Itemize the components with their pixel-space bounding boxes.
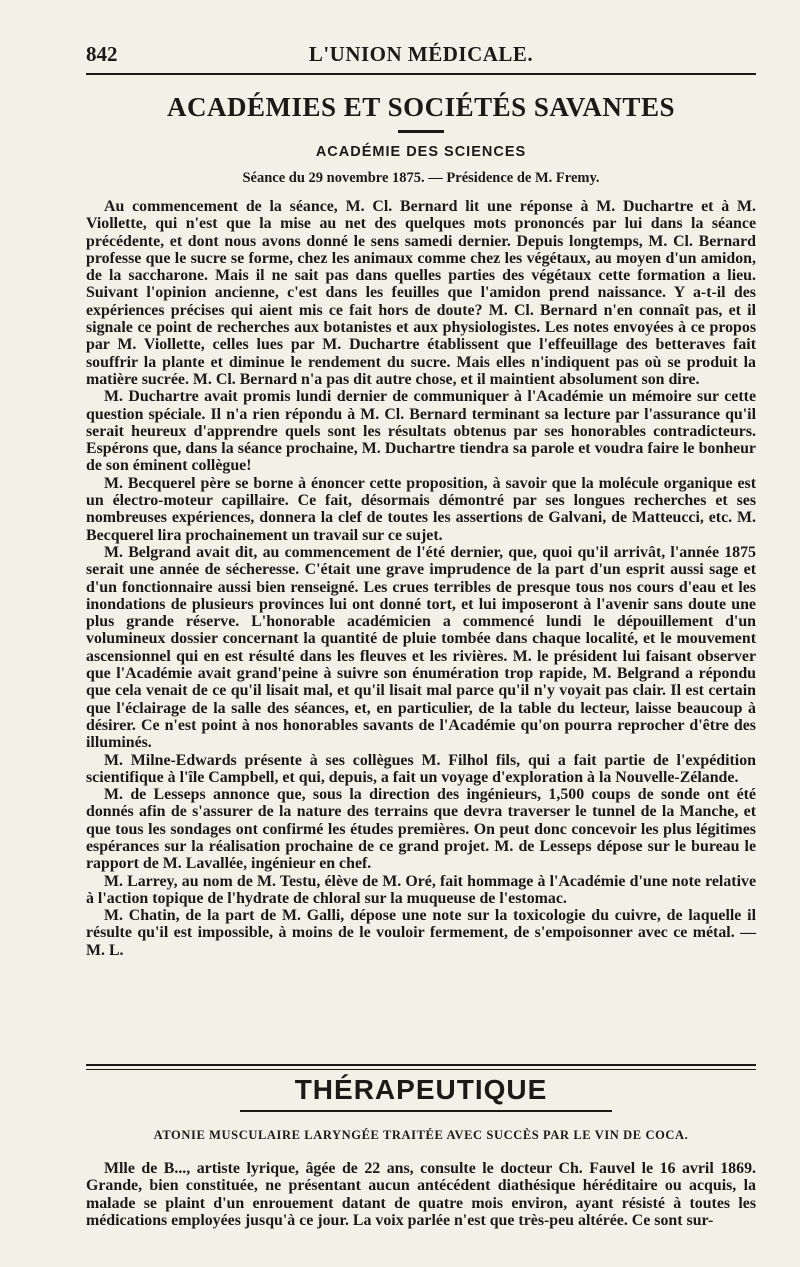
case-report [86, 1160, 756, 1229]
article-title: ATONIE MUSCULAIRE LARYNGÉE TRAITÉE AVEC SUCCÈS PAR LE VIN DE COCA. [153, 1128, 689, 1142]
page-number: 842 [86, 42, 118, 66]
paragraph-8: M. Chatin, de la part de M. Galli, dépose une note sur la toxicologie du cuivre, de laquelle il résulte qu'il est impossible, à moins de le vouloir fermement, de s'empoisonner avec ce métal. — M. L. [86, 907, 756, 959]
article-body [86, 198, 756, 959]
section-subtitle: ACADÉMIE DES SCIENCES [315, 144, 527, 160]
case-paragraph: Mlle de B..., artiste lyrique, âgée de 22 ans, consulte le docteur Ch. Fauvel le 16 avril 1869. Grande, bien constituée, ne présentant aucun antécédent diathésique héréditaire ou acquis, la malade se plaint d'un enrouement datant de quatre mois environ, ayant résisté à toutes les médications employées jusqu'à ce jour. La voix parlée n'est que très-peu altérée. Ce sont sur- [86, 1160, 756, 1229]
therapeutique-rule [240, 1110, 612, 1112]
journal-title: L'UNION MÉDICALE. [308, 42, 534, 66]
section-title: ACADÉMIES ET SOCIÉTÉS SAVANTES [167, 92, 675, 122]
header-rule [86, 73, 756, 75]
paragraph-1: Au commencement de la séance, M. Cl. Bernard lit une réponse à M. Duchartre et à M. Viollette, qui n'est que la mise au net des quelques mots prononcés par lui dans la séance précédente, et dont nous avons donné le sens samedi dernier. Depuis longtemps, M. Cl. Bernard professe que le sucre se forme, chez les animaux comme chez les végétaux, au moyen d'un amidon, de la saccharone. Mais il ne sait pas dans quelles parties des végétaux cette formation a lieu. Suivant l'opinion ancienne, c'est dans les feuilles que l'amidon prend naissance. Y a-t-il des expériences précises qui aient mis ce fait hors de doute? M. Cl. Bernard n'en connaît pas, et il signale ce point de recherches aux botanistes et aux physiologistes. Les notes envoyées à ce propos par M. Viollette, celles lues par M. Duchartre établissent que l'effeuillage des betteraves fait souffrir la plante et diminue le rendement du sucre. Mais elles n'indiquent pas où se produit la matière sucrée. M. Cl. Bernard n'a pas dit autre chose, et il maintient absolument son dire. [86, 198, 756, 388]
therapeutique-title: THÉRAPEUTIQUE [294, 1074, 548, 1105]
running-header [86, 40, 756, 70]
paragraph-3: M. Becquerel père se borne à énoncer cette proposition, à savoir que la molécule organique est un électro-moteur capillaire. Ce fait, désormais démontré par ses longues recherches et ses nombreuses expériences, donnera la clef de toutes les assertions de Galvani, de Matteucci, etc. M. Becquerel lira prochainement un travail sur ce sujet. [86, 474, 756, 544]
seance-line: Séance du 29 novembre 1875. — Présidence de M. Fremy. [242, 170, 600, 186]
double-rule-divider [86, 1064, 756, 1070]
paragraph-2: M. Duchartre avait promis lundi dernier de communiquer à l'Académie un mémoire sur cette question spéciale. Il n'a rien répondu à M. Cl. Bernard terminant sa lecture par l'assurance qu'il serait heureux d'apprendre quels sont les résultats obtenus par ses honorables contradicteurs. Espérons que, dans la séance prochaine, M. Duchartre tiendra sa parole et voudra faire le bonheur de son éminent collègue! [86, 388, 756, 475]
section-rule [398, 130, 444, 133]
paragraph-5: M. Milne-Edwards présente à ses collègues M. Filhol fils, qui a fait partie de l'expédition scientifique à l'île Campbell, et qui, depuis, a fait un voyage d'exploration à la Nouvelle-Zélande. [86, 751, 756, 786]
paragraph-7: M. Larrey, au nom de M. Testu, élève de M. Oré, fait hommage à l'Académie d'une note relative à l'action topique de l'hydrate de chloral sur la muqueuse de l'estomac. [86, 872, 756, 907]
paragraph-6: M. de Lesseps annonce que, sous la direction des ingénieurs, 1,500 coups de sonde ont été donnés afin de s'assurer de la nature des terrains que devra traverser le tunnel de la Manche, et que tous les sondages ont confirmé les études premières. On peut donc concevoir les plus légitimes espérances sur la réalisation prochaine de ce grand projet. M. de Lesseps dépose sur le bureau le rapport de M. Lavallée, ingénieur en chef. [86, 786, 756, 873]
paragraph-4: M. Belgrand avait dit, au commencement de l'été dernier, que, quoi qu'il arrivât, l'année 1875 serait une année de sécheresse. C'était une grave imprudence de la part d'un esprit aussi sage et d'un fonctionnaire aussi bien renseigné. Les crues terribles de presque tous nos cours d'eau et les inondations de plusieurs provinces lui ont donné tort, et lui imposeront à l'avenir sans doute une plus grande réserve. L'honorable académicien a commencé lundi le dépouillement d'un volumineux dossier concernant la quantité de pluie tombée dans chaque localité, et le mouvement ascensionnel qui en est résulté dans les fleuves et les rivières. M. le président lui faisant observer que l'Académie avait grand'peine à suivre son énumération trop rapide, M. Belgrand a répondu que cela venait de ce qu'il lisait mal, et qu'il lisait mal parce qu'il n'y voyait pas clair. Il est certain que l'éclairage de la salle des séances, et, en particulier, de la table du lecteur, laisse beaucoup à désirer. Ce n'est point à nos honorables savants de l'Académie qu'on pourra reprocher d'être des illuminés. [86, 543, 756, 752]
